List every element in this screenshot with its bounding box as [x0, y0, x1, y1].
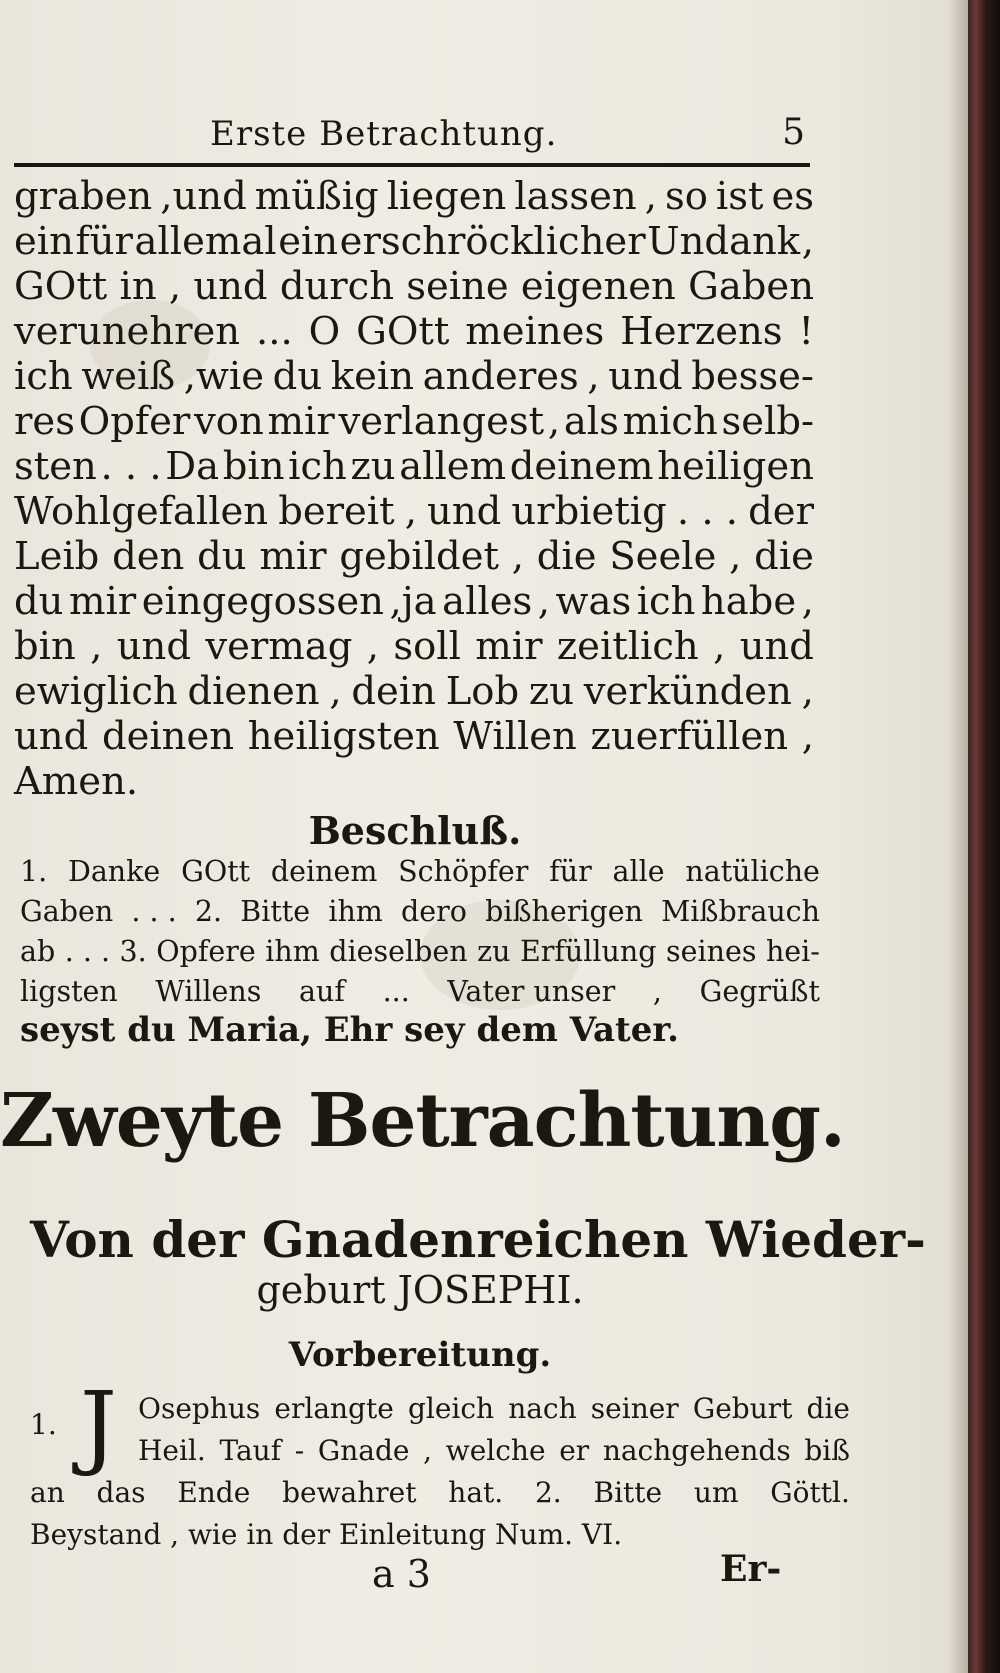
- word: der: [748, 489, 814, 534]
- word: erlangte: [274, 1392, 394, 1425]
- word: bin: [14, 624, 76, 669]
- text-line: [14, 624, 814, 669]
- word: besse-: [691, 354, 814, 399]
- text-line: [14, 264, 814, 309]
- word: ...: [256, 309, 293, 354]
- word: zu: [528, 669, 574, 714]
- resolution-text: [20, 852, 820, 1012]
- word: welche: [445, 1434, 546, 1467]
- text-line: [14, 399, 814, 444]
- word: deinem: [270, 855, 378, 888]
- word: ,: [801, 669, 814, 714]
- word: Ende: [177, 1476, 251, 1509]
- word: ,: [423, 1434, 433, 1467]
- word: zu: [350, 444, 396, 489]
- word: die: [806, 1392, 850, 1425]
- word: res: [14, 399, 75, 444]
- word: seine: [406, 264, 509, 309]
- word: Tauf: [219, 1434, 282, 1467]
- word: lassen: [514, 174, 637, 219]
- prep-line-4: Beystand , wie in der Einleitung Num. VI.: [30, 1518, 623, 1551]
- text-line: [14, 489, 814, 534]
- running-header: [210, 110, 805, 166]
- word: mir: [68, 579, 137, 624]
- word: Bitte: [240, 895, 311, 928]
- word: ,: [587, 354, 600, 399]
- word: 2.: [534, 1476, 562, 1509]
- word: dero: [401, 895, 467, 928]
- item-number: 1.: [30, 1408, 57, 1441]
- word: heiligsten: [247, 714, 440, 759]
- word: urbietig: [511, 489, 667, 534]
- word: er: [559, 1434, 590, 1467]
- word: sten: [14, 444, 97, 489]
- drop-initial: J: [80, 1372, 117, 1479]
- page-number: 5: [782, 112, 805, 153]
- word: allem: [399, 444, 507, 489]
- preparation-heading: Vorbereitung.: [288, 1335, 552, 1375]
- word: ,und: [160, 174, 247, 219]
- word: Da: [165, 444, 220, 489]
- word: mir: [267, 399, 335, 444]
- page-gutter-shadow: [948, 0, 968, 1673]
- word: hei-: [765, 935, 820, 968]
- word: Schöpfer: [398, 855, 529, 888]
- word: Leib: [14, 534, 100, 579]
- word: 1.: [20, 855, 48, 888]
- word: zeitlich: [556, 624, 699, 669]
- word: ist: [715, 174, 764, 219]
- word: verkünden: [583, 669, 792, 714]
- word: verunehren: [14, 309, 241, 354]
- text-line: [14, 219, 814, 264]
- word: Erfüllung: [519, 935, 657, 968]
- word: Geburt: [692, 1392, 793, 1425]
- signature-mark: a 3: [372, 1552, 431, 1596]
- word: von: [194, 399, 264, 444]
- word: Gaben: [688, 264, 814, 309]
- word: verlangest: [338, 399, 545, 444]
- word: und: [739, 624, 814, 669]
- resolution-line: [20, 972, 820, 1012]
- word: ab: [20, 935, 56, 968]
- word: ,: [801, 219, 814, 264]
- word: ,: [511, 534, 524, 579]
- word: zuerfüllen: [590, 714, 789, 759]
- text-line: [14, 714, 814, 759]
- word: Willens: [155, 975, 262, 1008]
- word: Heil.: [138, 1434, 206, 1467]
- word: und: [427, 489, 502, 534]
- word: für: [549, 855, 592, 888]
- word: gleich: [407, 1392, 495, 1425]
- word: Opfer: [78, 399, 191, 444]
- word: ich: [636, 579, 696, 624]
- word: bereit: [278, 489, 395, 534]
- word: die: [754, 534, 814, 579]
- word: du: [272, 354, 323, 399]
- word: ,: [329, 669, 342, 714]
- word: ewiglich: [14, 669, 178, 714]
- text-line: [14, 534, 814, 579]
- meditation-text: [14, 174, 814, 804]
- word: habe: [700, 579, 797, 624]
- resolution-line: [20, 852, 820, 892]
- word: dieselben: [329, 935, 468, 968]
- word: Opfere: [156, 935, 256, 968]
- section-subtitle-line1: Von der Gnadenreichen Wieder-: [30, 1210, 926, 1269]
- word: Willen: [453, 714, 577, 759]
- word: Seele: [609, 534, 717, 579]
- word: kein: [330, 354, 414, 399]
- word: selb-: [721, 399, 814, 444]
- word: . . .: [676, 489, 739, 534]
- text-line: [14, 444, 814, 489]
- prep-line-1: [138, 1388, 850, 1430]
- word: den: [112, 534, 185, 579]
- word: ihm: [265, 935, 320, 968]
- word: als: [563, 399, 619, 444]
- word: ein: [14, 219, 74, 264]
- word: 2.: [194, 895, 223, 928]
- section-title: Zweyte Betrachtung.: [0, 1078, 845, 1164]
- word: Herzens: [620, 309, 783, 354]
- word: was: [555, 579, 632, 624]
- word: 3.: [119, 935, 147, 968]
- word: ich: [14, 354, 73, 399]
- word: und: [608, 354, 683, 399]
- word: es: [771, 174, 814, 219]
- word: ,: [713, 624, 726, 669]
- word: ,: [729, 534, 742, 579]
- word: graben: [14, 174, 153, 219]
- word: auf: [299, 975, 345, 1008]
- preparation-text: [30, 1372, 850, 1558]
- text-line: [14, 579, 814, 624]
- word: seiner: [590, 1392, 679, 1425]
- word: Danke: [67, 855, 161, 888]
- word: bin: [222, 444, 285, 489]
- word: eingegossen: [141, 579, 384, 624]
- word: dienen: [187, 669, 320, 714]
- text-line: [14, 354, 814, 399]
- word: vermag: [205, 624, 353, 669]
- section-subtitle-line2: geburt JOSEPHI.: [256, 1268, 584, 1312]
- word: ihm: [328, 895, 383, 928]
- word: ,: [652, 975, 662, 1008]
- word: anderes: [422, 354, 579, 399]
- word: eigenen: [520, 264, 676, 309]
- word: ein: [278, 219, 339, 264]
- text-line: [14, 669, 814, 714]
- resolution-line: [20, 932, 820, 972]
- word: bewahret: [282, 1476, 417, 1509]
- resolution-heading: Beschluß.: [308, 808, 522, 853]
- word: mir: [259, 534, 327, 579]
- running-title: Erste Betrachtung.: [210, 114, 558, 154]
- word: bißherigen: [485, 895, 643, 928]
- word: Bitte: [593, 1476, 663, 1509]
- word: weiß: [81, 354, 176, 399]
- prep-line-2: [138, 1430, 850, 1472]
- word: ich: [288, 444, 347, 489]
- word: Vater unser: [447, 975, 616, 1008]
- word: durch: [279, 264, 395, 309]
- word: ,: [366, 624, 379, 669]
- resolution-line: [20, 892, 820, 932]
- word: biß: [804, 1434, 850, 1467]
- word: ,: [168, 264, 182, 309]
- word: !: [798, 309, 814, 354]
- word: . . .: [131, 895, 177, 928]
- word: in: [119, 264, 157, 309]
- word: für: [75, 219, 133, 264]
- word: ,ja: [389, 579, 437, 624]
- word: an: [30, 1476, 65, 1509]
- word: ,: [801, 714, 814, 759]
- word: . . .: [64, 935, 111, 968]
- word: meines: [465, 309, 605, 354]
- word: zu: [477, 935, 511, 968]
- word: GOtt: [181, 855, 251, 888]
- word: ,: [537, 579, 551, 624]
- word: Gegrüßt: [699, 975, 820, 1008]
- book-cover-edge: [968, 0, 1000, 1673]
- word: das: [96, 1476, 146, 1509]
- prayers-line: seyst du Maria, Ehr sey dem Vater.: [20, 1010, 679, 1050]
- word: ,: [404, 489, 417, 534]
- word: ,: [547, 399, 561, 444]
- word: und: [193, 264, 268, 309]
- word: Gnade: [317, 1434, 410, 1467]
- word: -: [294, 1434, 305, 1467]
- text-line: [14, 174, 814, 219]
- word: nachgehends: [602, 1434, 791, 1467]
- word: deinen: [101, 714, 235, 759]
- word: Mißbrauch: [661, 895, 820, 928]
- word: deinem: [509, 444, 654, 489]
- word: alles: [442, 579, 533, 624]
- word: Gaben: [20, 895, 114, 928]
- word: mir: [475, 624, 543, 669]
- word: alle: [612, 855, 665, 888]
- word: GOtt: [14, 264, 108, 309]
- word: ,wie: [183, 354, 265, 399]
- word: ,: [801, 579, 814, 624]
- word: Göttl.: [770, 1476, 850, 1509]
- catchword: Er-: [720, 1548, 782, 1590]
- text-line: [14, 309, 814, 354]
- word: allemal: [134, 219, 277, 264]
- word: und: [116, 624, 191, 669]
- word: Wohlgefallen: [14, 489, 269, 534]
- word: und: [14, 714, 89, 759]
- word: seines: [665, 935, 757, 968]
- prep-line-3: [30, 1472, 850, 1514]
- word: müßig: [254, 174, 379, 219]
- word: erschröcklicher: [339, 219, 646, 264]
- word: du: [197, 534, 247, 579]
- word: liegen: [386, 174, 507, 219]
- word: nach: [508, 1392, 577, 1425]
- word: Osephus: [138, 1392, 261, 1425]
- word: ,: [644, 174, 657, 219]
- word: natüliche: [685, 855, 820, 888]
- word: GOtt: [356, 309, 450, 354]
- word: ...: [382, 975, 410, 1008]
- word: soll: [393, 624, 461, 669]
- word: du: [14, 579, 64, 624]
- word: Lob: [445, 669, 520, 714]
- word: mich: [622, 399, 718, 444]
- word: hat.: [448, 1476, 504, 1509]
- word: O: [308, 309, 341, 354]
- word: . . .: [100, 444, 162, 489]
- header-rule: [14, 163, 810, 167]
- word: Undank: [647, 219, 801, 264]
- word: gebildet: [339, 534, 499, 579]
- word: so: [664, 174, 708, 219]
- text-line-last: Amen.: [14, 759, 139, 804]
- word: heiligen: [657, 444, 814, 489]
- word: dein: [351, 669, 436, 714]
- word: ligsten: [20, 975, 118, 1008]
- word: die: [536, 534, 597, 579]
- word: um: [693, 1476, 739, 1509]
- word: ,: [90, 624, 103, 669]
